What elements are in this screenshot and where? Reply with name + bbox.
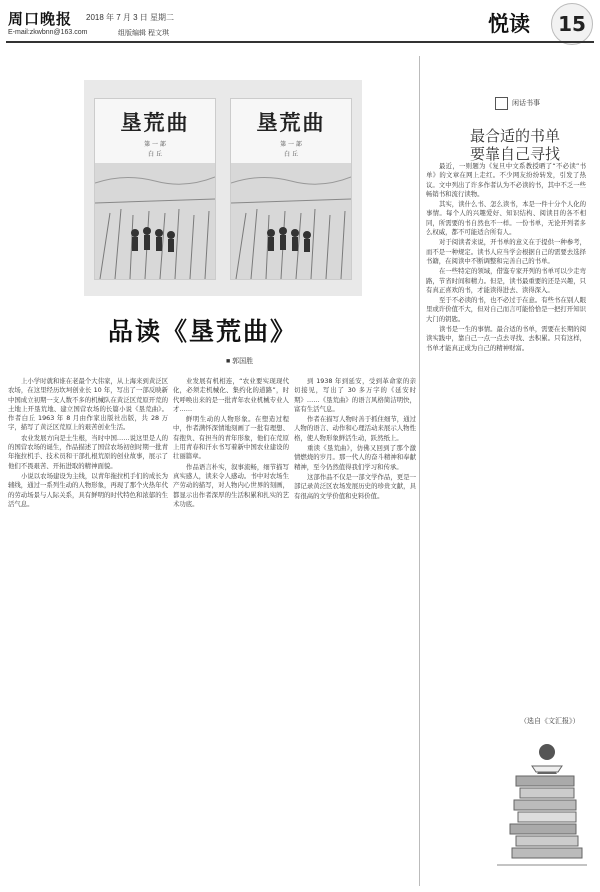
paragraph: 作品语言朴实，叙事流畅，细节描写真实感人，读来令人感动。书中对农场生产劳动的描写，对人物内心世界的刻画，都显示出作者深厚的生活积累和扎实的艺术功底。 — [173, 462, 289, 508]
paragraph: 其实，读什么书、怎么读书，本是一件十分个人化的事情。每个人的兴趣爱好、知识结构、阅读目的各不相同，所需要的书自然也不一样。一份书单，无论开列者多么权威，都不可能适合所有人。 — [426, 200, 586, 237]
book-stack-illustration-icon — [492, 730, 592, 870]
paragraph: 在一些特定的领域，借鉴专家开列的书单可以少走弯路，节省时间和精力。但是，读书最重要的还是兴趣，只有真正喜欢的书，才能读得进去、读得深入。 — [426, 267, 586, 294]
paragraph: 业发展有机相连，“农业要实现现代化，必须走机械化、集约化的道路”，时代呼唤出来的是一批青年农业机械专业人才…… — [173, 377, 289, 413]
book-cover-author: 白 丘 — [284, 151, 298, 158]
book-cover-author: 白 丘 — [148, 151, 162, 158]
paragraph: 读书是一生的事情。最合适的书单，需要在长期的阅读实践中，靠自己一点一点去寻找、去积累。只有这样，书单才能真正成为自己的精神财富。 — [426, 325, 586, 352]
book-cover-volume: 第 一 部 — [280, 141, 302, 148]
field-illustration-icon — [231, 163, 351, 279]
paragraph: 到 1938 年到延安，受到革命家的亲切接见，写出了 30 多万字的《延安时期》……《垦荒曲》的语言风格简洁明快，富有生活气息。 — [294, 377, 416, 413]
column-tag-icon — [495, 97, 508, 110]
column-title-line-2: 要靠自己寻找 — [470, 145, 561, 163]
paragraph: 重读《垦荒曲》，仿佛又回到了那个激情燃烧的岁月。那一代人的奋斗精神和奉献精神，至今仍然值得我们学习和传承。 — [294, 444, 416, 471]
issue-date: 2018 年 7 月 3 日 星期二 — [86, 13, 175, 22]
layout-editor: 组版编辑 程文琪 — [118, 30, 169, 37]
paragraph: 对于阅读者来说，开书单的意义在于提供一种参考，而不是一种规定。读书人应当学会根据自己的需要去选择书籍，在阅读中不断调整和完善自己的书单。 — [426, 238, 586, 265]
paragraph: 最近，一则题为《复旦中文系教授晒了“不必读”书单》的文章在网上走红。不少网友纷纷转发，引发了热议。文中列出了许多作者认为不必读的书，其中不乏一些畅销书和流行读物。 — [426, 162, 586, 198]
field-illustration-icon — [95, 163, 215, 279]
article-title: 品读《垦荒曲》 — [108, 317, 298, 346]
article-column-2 — [173, 377, 289, 882]
book-cover-photo — [84, 80, 362, 296]
paragraph: 小说以农场建设为主线，以青年拖拉机手们的成长为辅线，通过一系列生动的人物形象，再现了那个火热年代的劳动场景与人际关系，具有鲜明的时代特色和浓郁的生活气息。 — [8, 471, 168, 508]
paragraph: 这部作品不仅是一部文学作品，更是一部记录黄泛区农场发展历史的珍贵文献，具有很高的文学价值和史料价值。 — [294, 472, 416, 500]
paragraph: 至于不必读的书，也不必过于在意。有些书在别人眼里或许价值不大，但对自己而言可能恰恰是一把打开知识大门的钥匙。 — [426, 296, 586, 323]
column-divider — [419, 56, 420, 886]
paragraph: 鲜明生动的人物形象。在塑造过程中，作者满怀深情地刻画了一批有理想、有抱负、有担当的青年形象，他们在荒原上用青春和汗水书写着新中国农业建设的壮丽篇章。 — [173, 415, 289, 461]
page-number-badge: 15 — [551, 3, 593, 45]
section-title: 悦读 — [488, 12, 530, 36]
book-cover-title: 垦荒曲 — [256, 110, 326, 135]
paragraph: 农业发展方向是土生根，当时中国……说这里是人的的国营农场的诞生，作品描述了国营农场初创时期一批青年拖拉机手、技术员和干部扎根荒原的创业故事，展示了他们不畏艰苦、开拓进取的精神面貌。 — [8, 433, 168, 470]
paragraph: 作者在描写人物时善于抓住细节，通过人物的语言、动作和心理活动来展示人物性格，使人物形象鲜活生动，跃然纸上。 — [294, 415, 416, 442]
book-cover-title: 垦荒曲 — [120, 110, 190, 135]
column-source: （选自《文汇报》） — [520, 718, 580, 725]
book-cover-right — [230, 98, 352, 280]
book-cover-volume: 第 一 部 — [144, 141, 166, 148]
column-body — [426, 162, 586, 712]
header-rule — [6, 41, 594, 43]
article-column-1 — [8, 377, 168, 882]
masthead-logo: 周口晚报 — [8, 10, 73, 28]
column-title-line-1: 最合适的书单 — [470, 127, 561, 145]
article-column-3 — [294, 377, 416, 882]
column-tag: 闲话书事 — [512, 100, 540, 107]
book-cover-left — [94, 98, 216, 280]
masthead-email: E-mail:zkwbnn@163.com — [8, 29, 88, 36]
article-byline: ■ 郭国胜 — [226, 358, 254, 365]
paragraph: 上小学时就和谁在老最个大伟家，从上海来到黄泛区农场，在这里经历坎坷创业长 10 年，写出了一部反映新中国成立初期一支人数不多的机械队在黄泛区荒原开荒的土地上开垦荒地、建立国营农场的长篇小说《垦荒曲》。作者白丘 1963 年 8 月由作家出版社出版，共 28 万字，描写了黄泛区荒原上的艰苦创业生活。 — [8, 377, 168, 432]
